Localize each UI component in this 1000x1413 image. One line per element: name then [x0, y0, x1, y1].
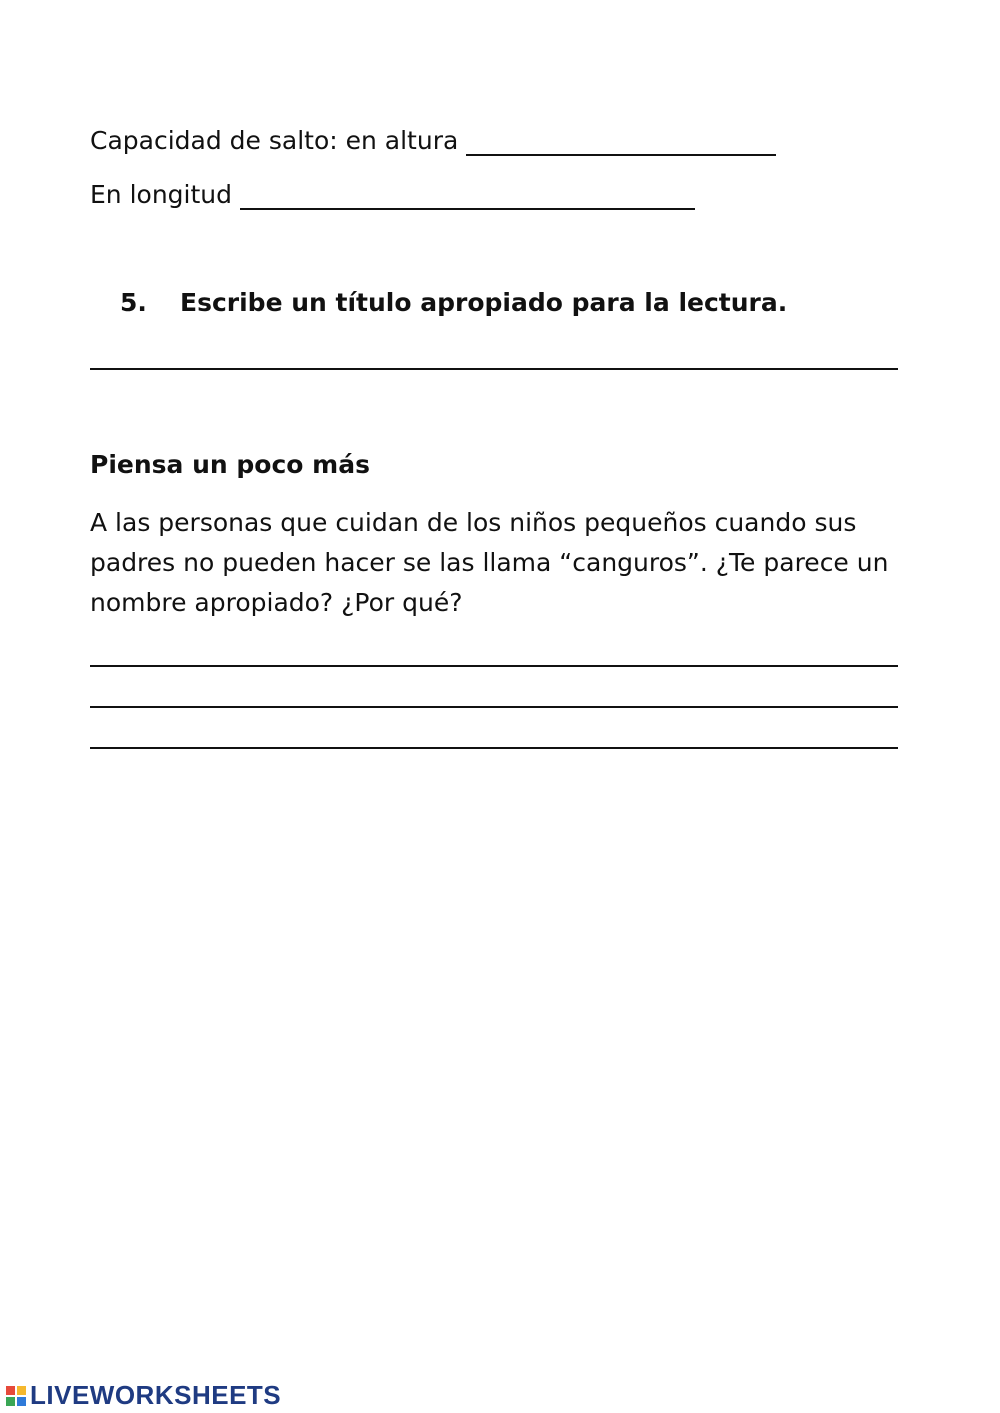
logo-text: LIVEWORKSHEETS [30, 1380, 282, 1410]
jump-height-answer-blank[interactable] [466, 130, 776, 156]
answer-line-3[interactable] [90, 747, 898, 749]
jump-length-answer-blank[interactable] [240, 184, 695, 210]
jump-height-label: Capacidad de salto: en altura [90, 126, 459, 155]
logo-block-yellow [17, 1386, 26, 1395]
title-answer-line[interactable] [90, 368, 898, 370]
logo-block-green [6, 1397, 15, 1406]
logo-blocks-icon [6, 1386, 26, 1406]
question-number: 5. [120, 288, 147, 317]
answer-line-2[interactable] [90, 706, 898, 708]
section-title: Piensa un poco más [90, 450, 370, 479]
jump-length-row [90, 180, 695, 210]
question-5 [120, 288, 787, 317]
jump-height-row [90, 126, 776, 156]
question-text: Escribe un título apropiado para la lectura. [180, 288, 788, 317]
jump-length-label: En longitud [90, 180, 233, 209]
logo-block-blue [17, 1397, 26, 1406]
logo-block-red [6, 1386, 15, 1395]
answer-line-1[interactable] [90, 665, 898, 667]
think-more-paragraph: A las personas que cuidan de los niños pequeños cuando sus padres no pueden hacer se las llama “canguros”. ¿Te parece un nombre apropiado? ¿Por qué? [90, 508, 889, 617]
liveworksheets-logo [6, 1380, 281, 1411]
